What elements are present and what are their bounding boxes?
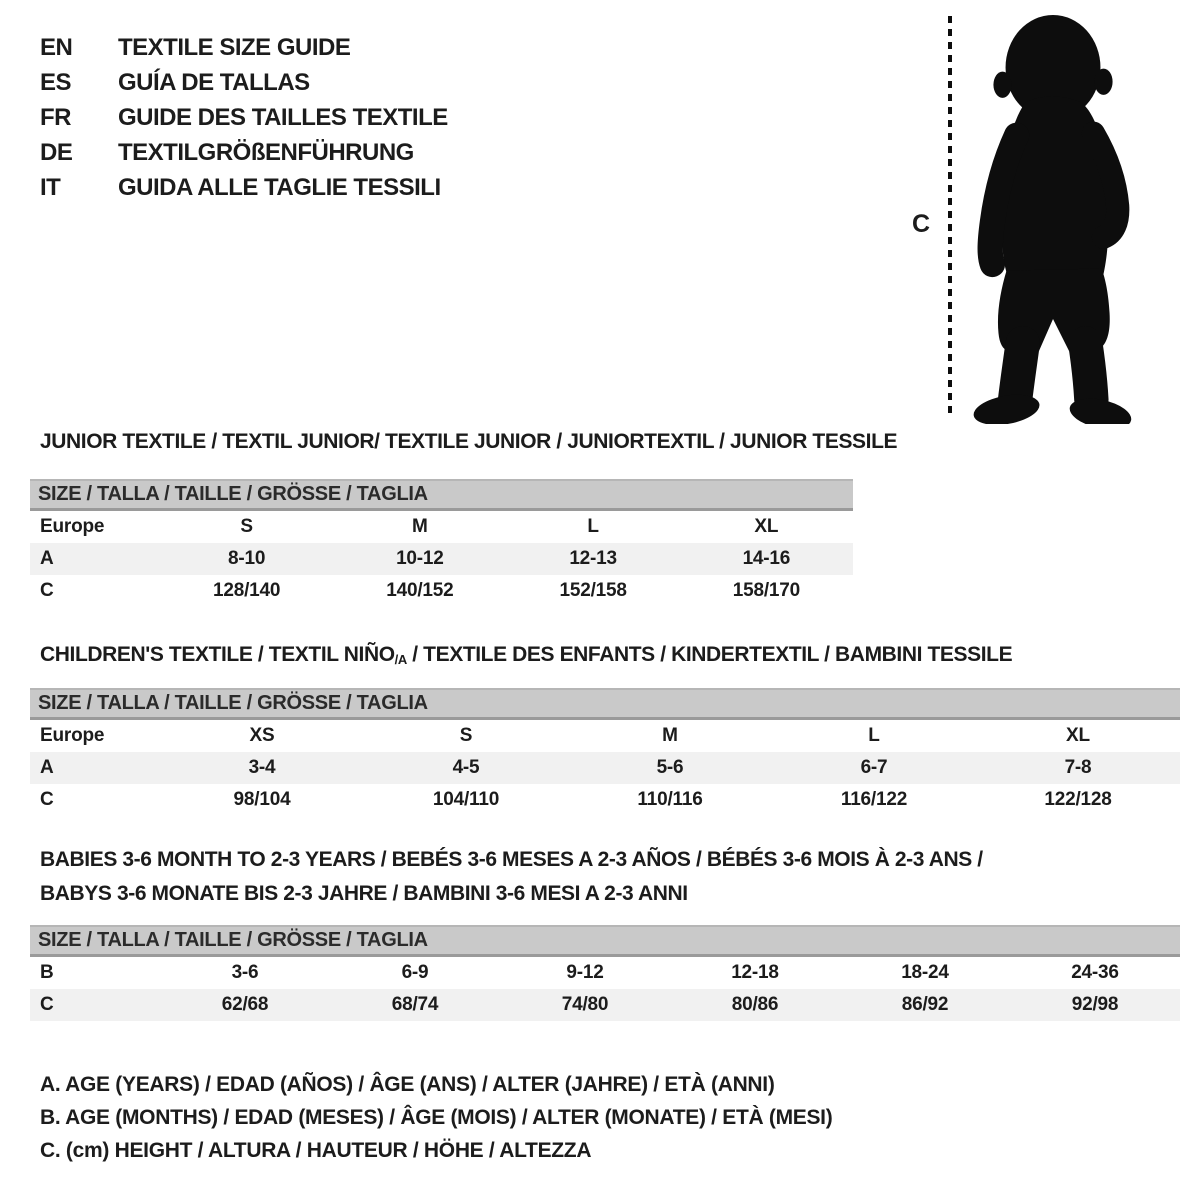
language-code: ES bbox=[40, 68, 72, 96]
row-label-cell: C bbox=[40, 789, 54, 810]
toddler-silhouette-icon bbox=[956, 10, 1148, 429]
babies-size-table bbox=[30, 957, 1180, 1021]
size-cell: XS bbox=[249, 725, 275, 746]
size-cell: 116/122 bbox=[840, 789, 908, 810]
language-row-de bbox=[40, 135, 448, 170]
language-code: IT bbox=[40, 173, 61, 201]
children-section-title bbox=[40, 643, 1012, 667]
children-size-header-bar: SIZE / TALLA / TAILLE / GRÖSSE / TAGLIA bbox=[30, 688, 1180, 720]
legend-line-a: A. AGE (YEARS) / EDAD (AÑOS) / ÂGE (ANS) / ALTER (JAHRE) / ETÀ (ANNI) bbox=[40, 1072, 775, 1096]
size-cell: 3-6 bbox=[231, 962, 259, 983]
size-cell: 12-18 bbox=[731, 962, 779, 983]
language-row-fr bbox=[40, 100, 448, 135]
size-cell: 62/68 bbox=[221, 994, 269, 1015]
size-cell: 3-4 bbox=[248, 757, 276, 778]
size-cell: S bbox=[459, 725, 473, 746]
size-cell: 104/110 bbox=[432, 789, 500, 810]
height-measure-label: C bbox=[912, 210, 931, 238]
size-cell: 6-9 bbox=[401, 962, 429, 983]
size-cell: 68/74 bbox=[391, 994, 439, 1015]
language-title: GUIDA ALLE TAGLIE TESSILI bbox=[118, 173, 441, 201]
size-cell: 152/158 bbox=[559, 580, 627, 601]
size-cell: 74/80 bbox=[561, 994, 609, 1015]
size-cell: 110/116 bbox=[637, 789, 703, 810]
size-cell: 24-36 bbox=[1071, 962, 1119, 983]
language-title: GUÍA DE TALLAS bbox=[118, 68, 310, 96]
language-title-list bbox=[40, 30, 448, 205]
table-row bbox=[30, 720, 1180, 752]
size-cell: 7-8 bbox=[1064, 757, 1092, 778]
size-cell: 86/92 bbox=[901, 994, 949, 1015]
size-cell: 18-24 bbox=[901, 962, 949, 983]
size-cell: 12-13 bbox=[569, 548, 617, 569]
size-cell: 6-7 bbox=[860, 757, 888, 778]
size-cell: 158/170 bbox=[732, 580, 801, 601]
size-cell: M bbox=[662, 725, 678, 746]
table-row bbox=[30, 957, 1180, 989]
language-row-es bbox=[40, 65, 448, 100]
size-cell: 14-16 bbox=[742, 548, 791, 569]
size-cell: 92/98 bbox=[1071, 994, 1119, 1015]
size-cell: XL bbox=[1066, 725, 1090, 746]
junior-size-header-bar: SIZE / TALLA / TAILLE / GRÖSSE / TAGLIA bbox=[30, 479, 853, 511]
table-row bbox=[30, 543, 853, 575]
children-size-table bbox=[30, 720, 1180, 816]
babies-size-header-bar: SIZE / TALLA / TAILLE / GRÖSSE / TAGLIA bbox=[30, 925, 1180, 957]
size-cell: L bbox=[587, 516, 599, 537]
babies-title-line2: BABYS 3-6 MONATE BIS 2-3 JAHRE / BAMBINI 3-6 MESI A 2-3 ANNI bbox=[40, 882, 688, 905]
language-code: DE bbox=[40, 138, 73, 166]
children-title-subscript: /A bbox=[394, 652, 407, 667]
size-cell: 8-10 bbox=[228, 548, 266, 569]
language-code: FR bbox=[40, 103, 71, 131]
babies-title-line1: BABIES 3-6 MONTH TO 2-3 YEARS / BEBÉS 3-6 MESES A 2-3 AÑOS / BÉBÉS 3-6 MOIS À 2-3 ANS / bbox=[40, 848, 983, 871]
legend-line-c: C. (cm) HEIGHT / ALTURA / HAUTEUR / HÖHE / ALTEZZA bbox=[40, 1138, 592, 1162]
size-cell: 4-5 bbox=[452, 757, 480, 778]
children-title-text: / TEXTILE DES ENFANTS / KINDERTEXTIL / BAMBINI TESSILE bbox=[406, 643, 1013, 666]
height-measure-dashed-line bbox=[948, 16, 952, 416]
size-cell: 98/104 bbox=[233, 789, 291, 810]
table-row bbox=[30, 511, 853, 543]
row-label-cell: C bbox=[40, 994, 54, 1015]
table-row bbox=[30, 989, 1180, 1021]
size-cell: 140/152 bbox=[386, 580, 454, 601]
size-cell: 9-12 bbox=[566, 962, 604, 983]
size-cell: 122/128 bbox=[1044, 789, 1112, 810]
row-label-cell: C bbox=[40, 580, 54, 601]
size-cell: 80/86 bbox=[731, 994, 779, 1015]
size-cell: M bbox=[412, 516, 428, 537]
language-title: TEXTILE SIZE GUIDE bbox=[118, 33, 351, 61]
size-cell: XL bbox=[754, 516, 779, 537]
row-label-cell: B bbox=[40, 962, 54, 983]
size-cell: S bbox=[240, 516, 253, 537]
language-title: GUIDE DES TAILLES TEXTILE bbox=[118, 103, 448, 131]
row-label-cell: Europe bbox=[40, 516, 105, 537]
size-cell: L bbox=[868, 725, 880, 746]
table-row bbox=[30, 752, 1180, 784]
table-row bbox=[30, 784, 1180, 816]
language-row-en bbox=[40, 30, 448, 65]
size-cell: 5-6 bbox=[656, 757, 684, 778]
babies-section-title bbox=[40, 843, 983, 911]
language-row-it bbox=[40, 170, 448, 205]
junior-section-title: JUNIOR TEXTILE / TEXTIL JUNIOR/ TEXTILE JUNIOR / JUNIORTEXTIL / JUNIOR TESSILE bbox=[40, 430, 898, 453]
size-cell: 10-12 bbox=[396, 548, 444, 569]
table-row bbox=[30, 575, 853, 607]
row-label-cell: A bbox=[40, 757, 54, 778]
size-cell: 128/140 bbox=[212, 580, 281, 601]
measure-legend bbox=[40, 1068, 832, 1167]
row-label-cell: A bbox=[40, 548, 54, 569]
language-title: TEXTILGRÖßENFÜHRUNG bbox=[118, 138, 414, 166]
junior-size-table bbox=[30, 511, 853, 607]
legend-line-b: B. AGE (MONTHS) / EDAD (MESES) / ÂGE (MOIS) / ALTER (MONATE) / ETÀ (MESI) bbox=[40, 1105, 833, 1129]
children-title-text: CHILDREN'S TEXTILE / TEXTIL NIÑO bbox=[40, 643, 395, 666]
row-label-cell: Europe bbox=[40, 725, 105, 746]
language-code: EN bbox=[40, 33, 73, 61]
